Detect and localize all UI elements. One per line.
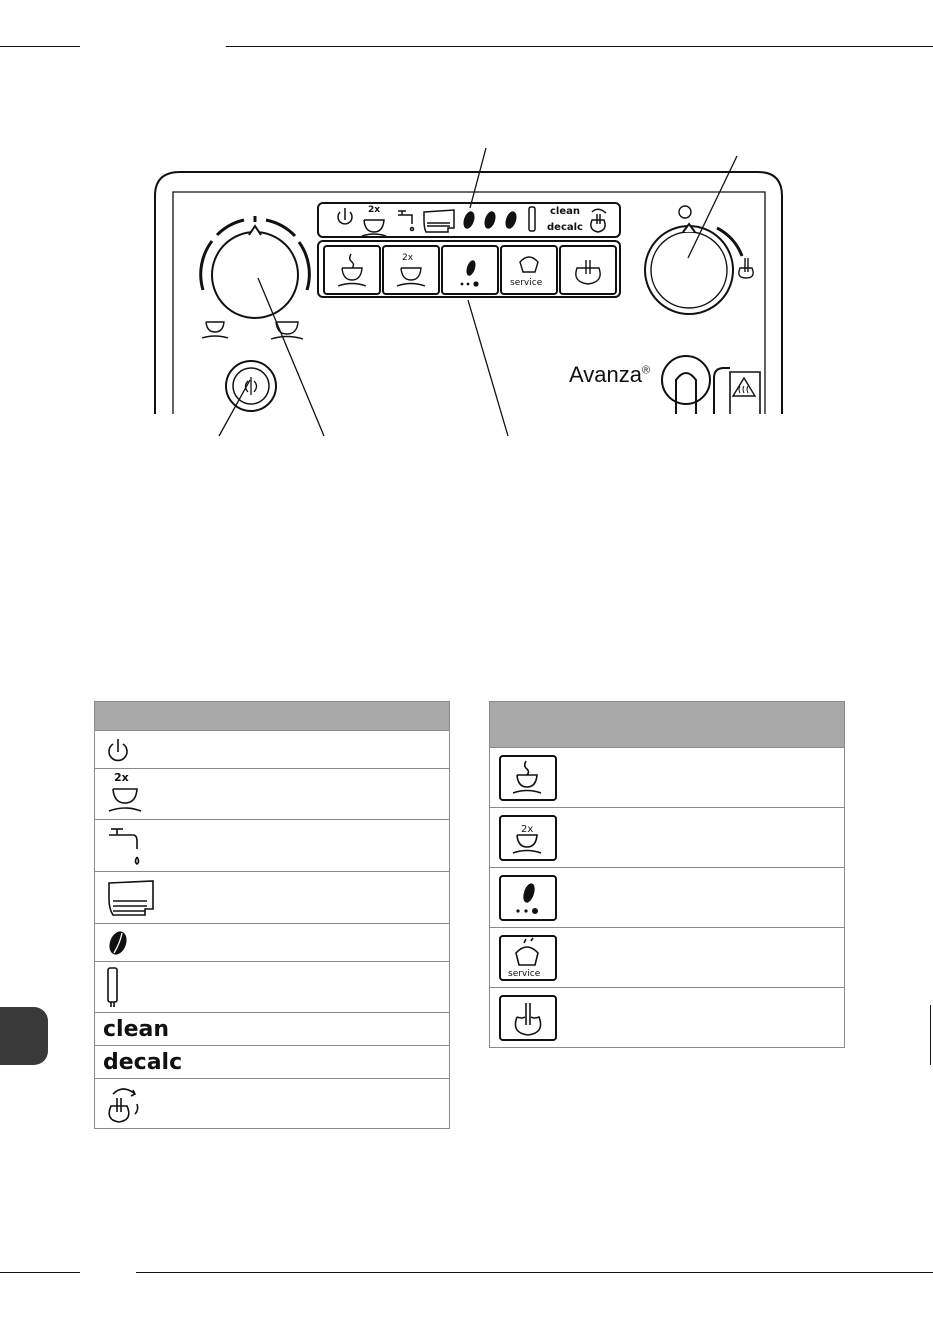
machine-brand: Avanza® bbox=[569, 362, 651, 387]
status-double-cup-icon bbox=[362, 220, 386, 236]
steam-rotate-icon bbox=[103, 1082, 143, 1126]
legend-row-single-cup-button bbox=[490, 748, 845, 808]
button-2x-label: 2x bbox=[402, 253, 414, 263]
legend-row-clean bbox=[95, 1013, 450, 1046]
legend-row-power bbox=[95, 731, 450, 769]
steam-button-icon bbox=[498, 993, 558, 1043]
display-clean-label: clean bbox=[550, 206, 581, 217]
legend-row-service-button: service bbox=[490, 928, 845, 988]
legend-row-aroma-button bbox=[490, 868, 845, 928]
callout-lines bbox=[219, 148, 737, 436]
btn-single-cup bbox=[324, 246, 380, 294]
status-steam-rotate-icon bbox=[591, 209, 606, 232]
single-cup-button-icon bbox=[498, 753, 558, 803]
legend-row-water-tap bbox=[95, 820, 450, 872]
drip-tray-icon bbox=[103, 875, 159, 921]
btn-steam bbox=[560, 246, 616, 294]
steam-indicator-light bbox=[679, 206, 691, 218]
bottom-rule-right bbox=[136, 1272, 933, 1273]
legend-row-bean bbox=[95, 924, 450, 962]
status-legend-header bbox=[95, 702, 450, 731]
display-decalc-label: decalc bbox=[547, 222, 583, 233]
legend-row-double-cup: 2x bbox=[95, 769, 450, 820]
legend-row-steam-button bbox=[490, 988, 845, 1048]
coffee-bean-icon bbox=[103, 928, 133, 958]
power-icon bbox=[103, 735, 133, 765]
steam-symbol-icon bbox=[739, 258, 753, 278]
right-margin-mark bbox=[930, 1005, 931, 1065]
aroma-button-icon bbox=[498, 873, 558, 923]
control-panel-illustration bbox=[0, 0, 933, 460]
bottom-rule-left bbox=[0, 1272, 80, 1273]
water-filter-icon bbox=[103, 965, 123, 1009]
status-power-icon bbox=[338, 208, 352, 224]
decalc-label: decalc bbox=[103, 1049, 183, 1075]
status-drip-tray-icon bbox=[424, 210, 454, 232]
chapter-tab bbox=[0, 1007, 48, 1065]
status-filter-icon bbox=[529, 207, 535, 231]
water-tap-icon bbox=[103, 823, 147, 869]
clean-label: clean bbox=[103, 1016, 170, 1042]
legend-row-decalc bbox=[95, 1046, 450, 1079]
legend-row-drip-tray bbox=[95, 872, 450, 924]
steam-wand bbox=[662, 356, 710, 404]
status-legend-table bbox=[94, 701, 450, 1129]
button-legend-table bbox=[489, 701, 845, 1048]
double-cup-button-icon bbox=[498, 813, 558, 863]
legend-row-filter bbox=[95, 962, 450, 1013]
coffee-amount-dial bbox=[201, 216, 310, 318]
legend-row-steam-rotate bbox=[95, 1079, 450, 1129]
dial-cup-icons bbox=[202, 322, 303, 339]
steam-dial bbox=[645, 224, 742, 314]
status-beans-icon bbox=[461, 210, 518, 230]
display-2x-label: 2x bbox=[368, 205, 381, 215]
button-legend-header bbox=[490, 702, 845, 748]
legend-row-double-cup-button: 2x bbox=[490, 808, 845, 868]
button-service-label: service bbox=[510, 278, 543, 288]
status-water-tap-icon bbox=[398, 211, 414, 231]
